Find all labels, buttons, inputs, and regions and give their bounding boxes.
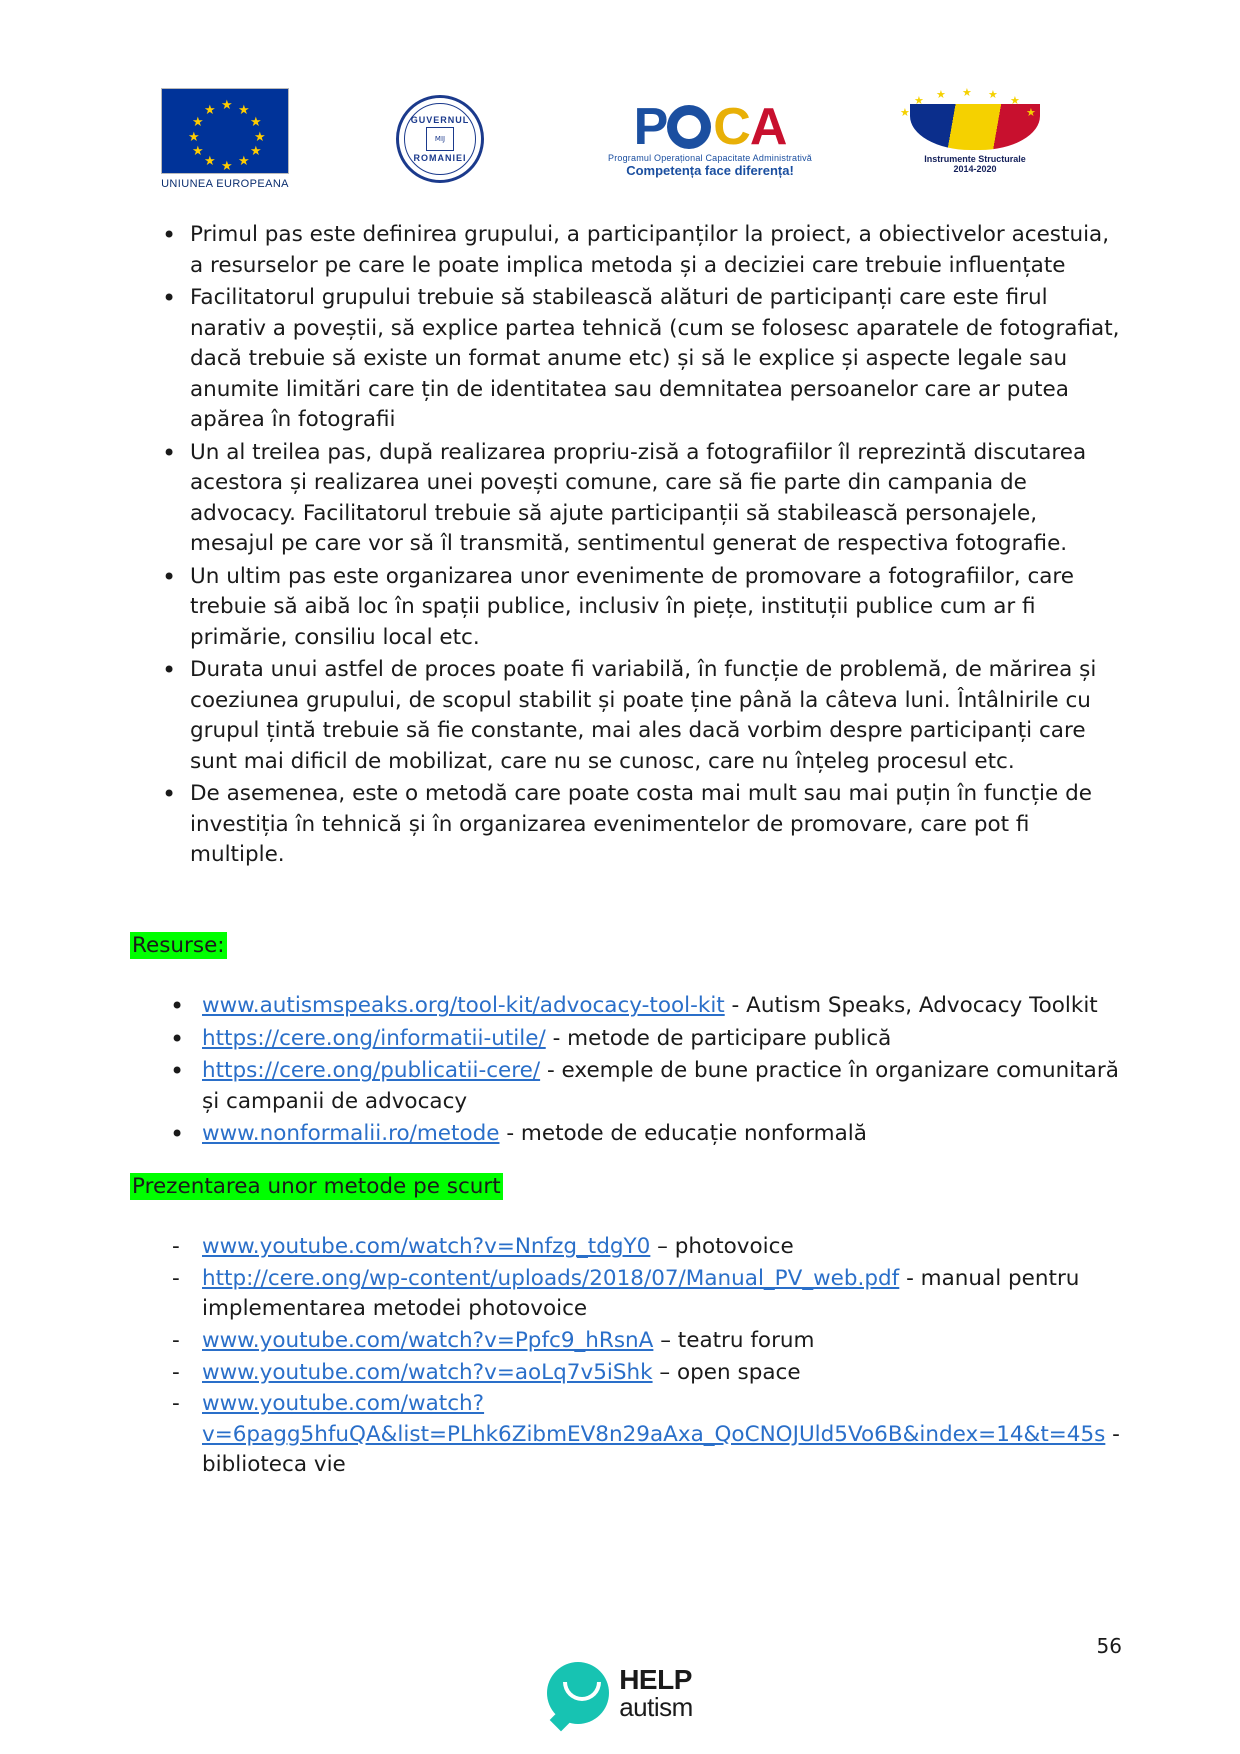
list-item: • Durata unui astfel de proces poate fi variabilă, în funcție de problemă, de mărirea și coeziunea grupului, de scopul stabilit și poate ține până la câteva luni. Întâlnirile cu grupul țintă trebuie să fie constante, mai ales dacă vorbim despre participanți care sunt mai dificil de mobilizat, care nu se cunosc, care nu înțeleg procesul etc.	[130, 655, 1120, 777]
method-link[interactable]: http://cere.ong/wp-content/uploads/2018/07/Manual_PV_web.pdf	[202, 1265, 900, 1291]
list-item	[130, 1389, 1120, 1481]
method-description: - manual pentru implementarea metodei photovoice	[202, 1265, 1080, 1322]
resource-description: - metode de participare publică	[545, 1025, 892, 1051]
eu-flag-logo	[130, 88, 320, 190]
eu-flag-icon: ★ ★ ★ ★ ★ ★ ★ ★ ★ ★ ★ ★	[161, 88, 289, 174]
method-description: – photovoice	[650, 1234, 794, 1260]
poca-wordmark: P C A	[633, 97, 787, 156]
resources-link-list	[130, 991, 1120, 1150]
help-autism-logo	[0, 1662, 1240, 1724]
instrumente-caption-1: Instrumente Structurale	[924, 154, 1026, 164]
poca-star-circle-icon	[667, 105, 711, 149]
poca-subtitle-1: Programul Operațional Capacitate Administrativă	[608, 152, 812, 163]
resource-description: - exemple de bune practice în organizare comunitară și campanii de advocacy	[202, 1058, 1119, 1114]
romanian-flag-band-icon: ★ ★ ★ ★ ★ ★ ★	[910, 104, 1040, 150]
list-item: • De asemenea, este o metodă care poate costa mai mult sau mai puțin în funcție de investiția în tehnică și în organizarea evenimentelor de promovare, care pot fi multiple.	[130, 779, 1120, 871]
document-body	[130, 220, 1120, 1481]
brand-name-line-2: autism	[619, 1692, 693, 1722]
method-link[interactable]: www.youtube.com/watch?v=Ppfc9_hRsnA	[202, 1327, 654, 1353]
methods-link-list	[130, 1232, 1120, 1480]
guvernul-romaniei-seal	[320, 95, 560, 183]
page-number: 56	[1096, 1634, 1122, 1658]
logo-bar	[130, 84, 1120, 194]
resources-heading-text: Resurse:	[132, 932, 225, 958]
list-item	[130, 991, 1120, 1022]
method-description: – open space	[652, 1359, 801, 1385]
resource-link[interactable]: www.nonformalii.ro/metode	[202, 1121, 500, 1147]
instrumente-structurale-logo	[860, 86, 1090, 174]
resource-description: - metode de educație nonformală	[499, 1121, 867, 1147]
list-item: • Primul pas este definirea grupului, a participanților la proiect, a obiectivelor acestuia, a resurselor pe care le poate implica metoda și a deciziei care trebuie influențate	[130, 220, 1120, 281]
list-item: • Un al treilea pas, după realizarea propriu-zisă a fotografiilor îl reprezintă discutarea acestora și realizarea unei povești comune, care să fie parte din campania de advocacy. Facilitatorul trebuie să ajute participanții să stabilească personajele, mesajul pe care vor să îl transmită, sentimentul generat de respectiva fotografie.	[130, 438, 1120, 560]
gov-seal-icon	[396, 95, 484, 183]
list-item	[130, 1358, 1120, 1389]
list-item	[130, 1326, 1120, 1357]
resource-link[interactable]: www.autismspeaks.org/tool-kit/advocacy-tool-kit	[202, 993, 725, 1019]
resource-link[interactable]: https://cere.ong/publicatii-cere/	[202, 1058, 541, 1084]
list-item	[130, 1024, 1120, 1055]
method-description: – teatru forum	[653, 1327, 815, 1353]
method-description: - biblioteca vie	[202, 1421, 1120, 1478]
instrumente-caption-2: 2014-2020	[953, 164, 997, 174]
list-item	[130, 1264, 1120, 1325]
speech-bubble-smile-icon	[547, 1662, 609, 1724]
gov-seal-bottom-text: ROMANIEI	[413, 153, 467, 163]
gov-seal-top-text: GUVERNUL	[410, 115, 470, 125]
resources-heading	[130, 931, 1120, 962]
gov-seal-crest: MIJ	[426, 127, 454, 151]
list-item	[130, 1119, 1120, 1150]
poca-subtitle-2: Competența face diferența!	[626, 162, 794, 178]
method-link[interactable]: www.youtube.com/watch?v=Nnfzg_tdgY0	[202, 1234, 651, 1260]
eu-logo-caption: UNIUNEA EUROPEANA	[161, 178, 289, 190]
methods-heading-text: Prezentarea unor metode pe scurt	[132, 1173, 501, 1199]
method-link[interactable]: www.youtube.com/watch?v=6pagg5hfuQA&list=PLhk6ZibmEV8n29aAxa_QoCNOJUld5Vo6B&index=14&t=45s	[202, 1391, 1106, 1447]
brand-name-line-1: HELP	[619, 1664, 692, 1695]
list-item: • Un ultim pas este organizarea unor evenimente de promovare a fotografiilor, care trebuie să aibă loc în spații publice, inclusiv în piețe, instituții publice cum ar fi primărie, consiliu local etc.	[130, 562, 1120, 654]
list-item: • Facilitatorul grupului trebuie să stabilească alături de participanți care este firul narativ a poveștii, să explice partea tehnică (cum se folosesc aparatele de fotografiat, dacă trebuie să existe un format anume etc) și să le explice și aspecte legale sau anumite limitări care țin de identitatea sau demnitatea persoanelor care ar putea apărea în fotografii	[130, 283, 1120, 436]
list-item	[130, 1232, 1120, 1263]
methods-heading	[130, 1172, 1120, 1203]
resource-link[interactable]: https://cere.ong/informatii-utile/	[202, 1025, 546, 1051]
method-link[interactable]: www.youtube.com/watch?v=aoLq7v5iShk	[202, 1359, 653, 1385]
poca-logo	[560, 97, 860, 178]
steps-bullet-list	[130, 220, 1120, 871]
resource-description: - Autism Speaks, Advocacy Toolkit	[724, 993, 1098, 1019]
list-item	[130, 1056, 1120, 1117]
